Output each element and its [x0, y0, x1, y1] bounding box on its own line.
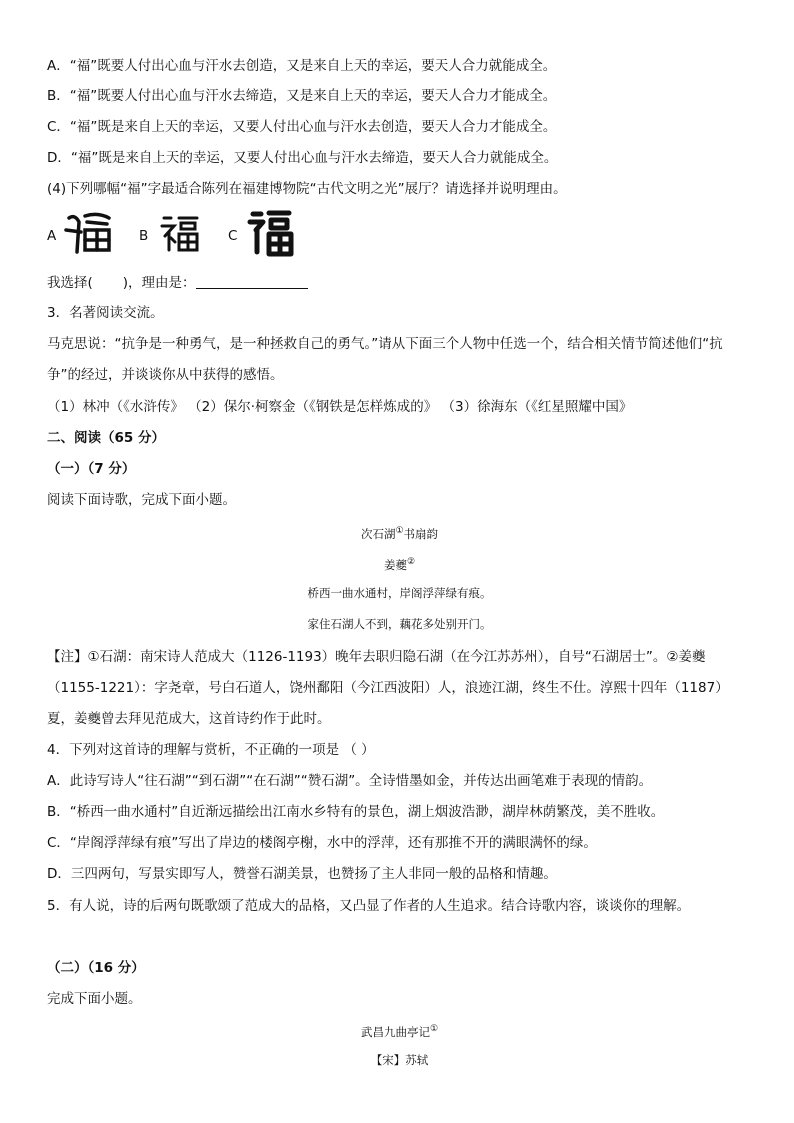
q4-option-a: A．此诗写诗人“往石湖”“到石湖”“在石湖”“赞石湖”。全诗惜墨如金，并传达出画笔难于表现的情韵。	[47, 773, 653, 789]
part2-instruction-2: 完成下面小题。	[47, 991, 142, 1007]
section3-title: 3．名著阅读交流。	[47, 305, 164, 321]
part2-sub1: （一）（7 分）	[47, 461, 136, 477]
bronze-script-fu-c-image	[247, 208, 295, 258]
part2-heading: 二、阅读（65 分）	[47, 430, 165, 446]
option-a-label: A	[47, 228, 57, 244]
q3-option-b: B．“福”既要人付出心血与汗水去缔造，又是来自上天的幸运，要天人合力才能成全。	[47, 88, 557, 104]
q3-option-c: C．“福”既是来自上天的幸运，又要人付出心血与汗水去创造，要天人合力才能成全。	[47, 119, 557, 135]
reason-blank-line[interactable]	[196, 274, 308, 289]
answer-choice-prefix: 我选择(	[47, 275, 93, 291]
option-b-label: B	[139, 228, 149, 244]
q4-question: 4．下列对这首诗的理解与赏析，不正确的一项是 （ ）	[47, 742, 375, 758]
seal-script-fu-a-image	[63, 208, 113, 256]
q4-option-d: D．三四两句，写景实即写人，赞誉石湖美景，也赞扬了主人非同一般的品格和情趣。	[47, 866, 557, 882]
section3-choices: （1）林冲（《水浒传》 （2）保尔·柯察金（《钢铁是怎样炼成的》 （3）徐海东（《红星照耀中国》	[47, 399, 633, 415]
poem-line-1: 桥西一曲水通村，岸阁浮萍绿有痕。	[307, 586, 492, 600]
poem-author: 姜夔②	[383, 557, 416, 572]
essay-title: 武昌九曲亭记①	[360, 1024, 439, 1039]
part2-sub2: （二）（16 分）	[47, 960, 145, 976]
q5-question: 5．有人说，诗的后两句既歌颂了范成大的品格，又凸显了作者的人生追求。结合诗歌内容，谈谈你的理解。	[47, 898, 691, 914]
section3-intro: 马克思说：“抗争是一种勇气，是一种拯救自己的勇气。”请从下面三个人物中任选一个，结合相关情节简述他们“抗争”的经过，并谈谈你从中获得的感悟。	[47, 336, 723, 383]
poem-line-2: 家住石湖人不到，藕花多处别开门。	[307, 617, 492, 631]
regular-script-fu-b-image	[159, 212, 201, 254]
q4-prompt: (4)下列哪幅“福”字最适合陈列在福建博物院“古代文明之光”展厅？请选择并说明理由。	[47, 181, 567, 197]
option-c-label: C	[228, 228, 238, 244]
q3-option-d: D．“福”既是来自上天的幸运，又要人付出心血与汗水去缔造，要天人合力就能成全。	[47, 150, 558, 166]
q4-option-c: C．“岸阁浮萍绿有痕”写出了岸边的楼阁亭榭，水中的浮萍，还有那推不开的满眼满怀的绿。	[47, 835, 597, 851]
q4-answer-line	[47, 273, 308, 293]
answer-reason-label: )，理由是：	[122, 275, 196, 291]
poem-note: 【注】①石湖：南宋诗人范成大（1126-1193）晚年去职归隐石湖（在今江苏苏州），自号“石湖居士”。②姜夔（1155-1221）：字尧章，号白石道人，饶州鄱阳（今江西波阳）人，浪迹江湖，终生不仕。淳熙十四年（1187）夏，姜夔曾去拜见范成大，这首诗约作于此时。	[47, 649, 729, 727]
poem-title: 次石湖①书扇韵	[360, 526, 439, 541]
q3-option-a: A．“福”既要人付出心血与汗水去创造，又是来自上天的幸运，要天人合力就能成全。	[47, 58, 557, 74]
q4-option-b: B．“桥西一曲水通村”自近渐远描绘出江南水乡特有的景色，湖上烟波浩渺，湖岸林荫繁茂，美不胜收。	[47, 804, 665, 820]
fu-character-options	[47, 206, 367, 262]
part2-instruction-1: 阅读下面诗歌，完成下面小题。	[47, 492, 236, 508]
essay-author: 【宋】苏轼	[370, 1053, 429, 1067]
